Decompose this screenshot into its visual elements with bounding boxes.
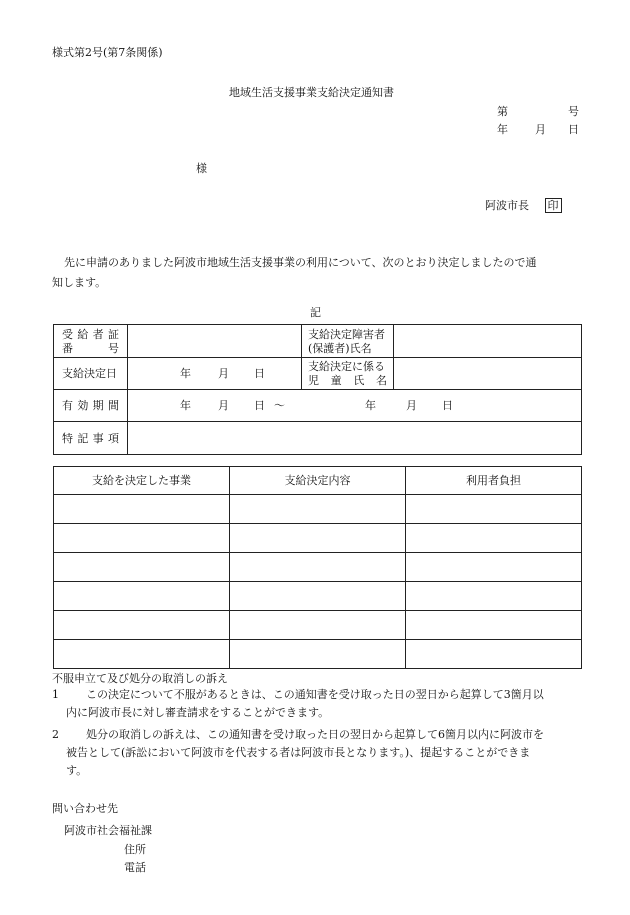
- intro-paragraph: [52, 253, 582, 293]
- validity-label: 有 効 期 間: [54, 390, 128, 422]
- service-cell[interactable]: [54, 495, 230, 524]
- decision-date-day: 日: [254, 367, 265, 380]
- content-cell[interactable]: [230, 495, 406, 524]
- child-label: [302, 358, 394, 390]
- content-cell[interactable]: [230, 611, 406, 640]
- recipient-suffix: 様: [196, 162, 207, 175]
- appeal-item-1-number: 1: [52, 688, 59, 701]
- cert-no-label: [54, 325, 128, 358]
- service-table-row: [54, 611, 582, 640]
- child-label-line2: 児 童 氏 名: [308, 374, 387, 387]
- cert-no-value[interactable]: [128, 325, 302, 358]
- guardian-label-line1: 支給決定障害者: [308, 327, 385, 341]
- intro-line-2: 知します。: [52, 276, 107, 289]
- content-cell[interactable]: [230, 553, 406, 582]
- cost-cell[interactable]: [406, 524, 582, 553]
- appeal-item-1: [52, 686, 592, 722]
- service-cell[interactable]: [54, 611, 230, 640]
- seal-stamp: 印: [545, 198, 562, 213]
- appeal-heading: 不服申立て及び処分の取消しの訴え: [52, 672, 228, 685]
- contact-department: 阿波市社会福祉課: [64, 824, 152, 837]
- decision-date-month: 月: [218, 367, 229, 380]
- validity-from-day: 日: [254, 399, 265, 412]
- cost-cell[interactable]: [406, 640, 582, 669]
- service-cell[interactable]: [54, 640, 230, 669]
- decision-date-label: 支給決定日: [54, 358, 128, 390]
- service-cell[interactable]: [54, 582, 230, 611]
- intro-line-1: 先に申請のありました阿波市地域生活支援事業の利用について、次のとおり決定しましたので通: [64, 256, 537, 269]
- validity-to-year: 年: [365, 399, 376, 412]
- content-cell[interactable]: [230, 582, 406, 611]
- appeal-item-2-line1: 処分の取消しの訴えは、この通知書を受け取った日の翌日から起算して6箇月以内に阿波市を: [86, 728, 544, 741]
- service-table: [53, 466, 582, 669]
- validity-to-day: 日: [442, 399, 453, 412]
- service-table-row: [54, 553, 582, 582]
- form-number: 様式第2号(第7条関係): [52, 46, 163, 59]
- validity-to-month: 月: [406, 399, 417, 412]
- cost-cell[interactable]: [406, 611, 582, 640]
- issuer-name: 阿波市長: [485, 199, 529, 212]
- notes-value[interactable]: [128, 422, 582, 455]
- contact-heading: 問い合わせ先: [52, 802, 118, 815]
- appeal-item-1-line2: 内に阿波市長に対し審査請求をすることができます。: [66, 706, 330, 719]
- appeal-item-1-line1: この決定について不服があるときは、この通知書を受け取った日の翌日から起算して3箇月以: [86, 688, 544, 701]
- cert-no-label-line2: 番 号: [62, 341, 119, 355]
- guardian-label-line2: (保護者)氏名: [308, 341, 372, 355]
- date-month: 月: [535, 123, 546, 136]
- service-table-row: [54, 640, 582, 669]
- service-header-content: 支給決定内容: [230, 467, 406, 495]
- decision-date-value[interactable]: [128, 358, 302, 390]
- cost-cell[interactable]: [406, 553, 582, 582]
- child-label-line1: 支給決定に係る: [308, 360, 385, 373]
- cost-cell[interactable]: [406, 495, 582, 524]
- date-day: 日: [568, 123, 579, 136]
- service-table-row: [54, 582, 582, 611]
- validity-from-month: 月: [218, 399, 229, 412]
- doc-number-dai: 第: [497, 105, 508, 118]
- validity-value[interactable]: [128, 390, 582, 422]
- appeal-item-2-line3: す。: [66, 764, 88, 777]
- content-cell[interactable]: [230, 640, 406, 669]
- service-table-row: [54, 495, 582, 524]
- service-header-cost: 利用者負担: [406, 467, 582, 495]
- notes-label: 特 記 事 項: [54, 422, 128, 455]
- guardian-name-value[interactable]: [394, 325, 582, 358]
- guardian-label: [302, 325, 394, 358]
- validity-tilde: ～: [274, 399, 285, 412]
- service-table-row: [54, 524, 582, 553]
- contact-address-label: 住所: [124, 843, 146, 856]
- validity-from-year: 年: [180, 399, 191, 412]
- child-name-value[interactable]: [394, 358, 582, 390]
- document-title: 地域生活支援事業支給決定通知書: [229, 86, 394, 99]
- content-cell[interactable]: [230, 524, 406, 553]
- info-table: [53, 324, 582, 455]
- contact-phone-label: 電話: [124, 861, 146, 874]
- date-year: 年: [497, 123, 508, 136]
- appeal-item-2: [52, 726, 592, 780]
- service-header-service: 支給を決定した事業: [54, 467, 230, 495]
- service-cell[interactable]: [54, 524, 230, 553]
- issuer-line: [485, 198, 562, 213]
- cert-no-label-line1: 受 給 者 証: [62, 327, 119, 341]
- appeal-item-2-line2: 被告として(訴訟において阿波市を代表する者は阿波市長となります。)、提起することができま: [66, 746, 531, 759]
- doc-number-go: 号: [568, 105, 579, 118]
- appeal-item-2-number: 2: [52, 728, 59, 741]
- decision-date-year: 年: [180, 367, 191, 380]
- service-cell[interactable]: [54, 553, 230, 582]
- cost-cell[interactable]: [406, 582, 582, 611]
- ki-label: 記: [310, 306, 321, 319]
- service-table-body: [54, 495, 582, 669]
